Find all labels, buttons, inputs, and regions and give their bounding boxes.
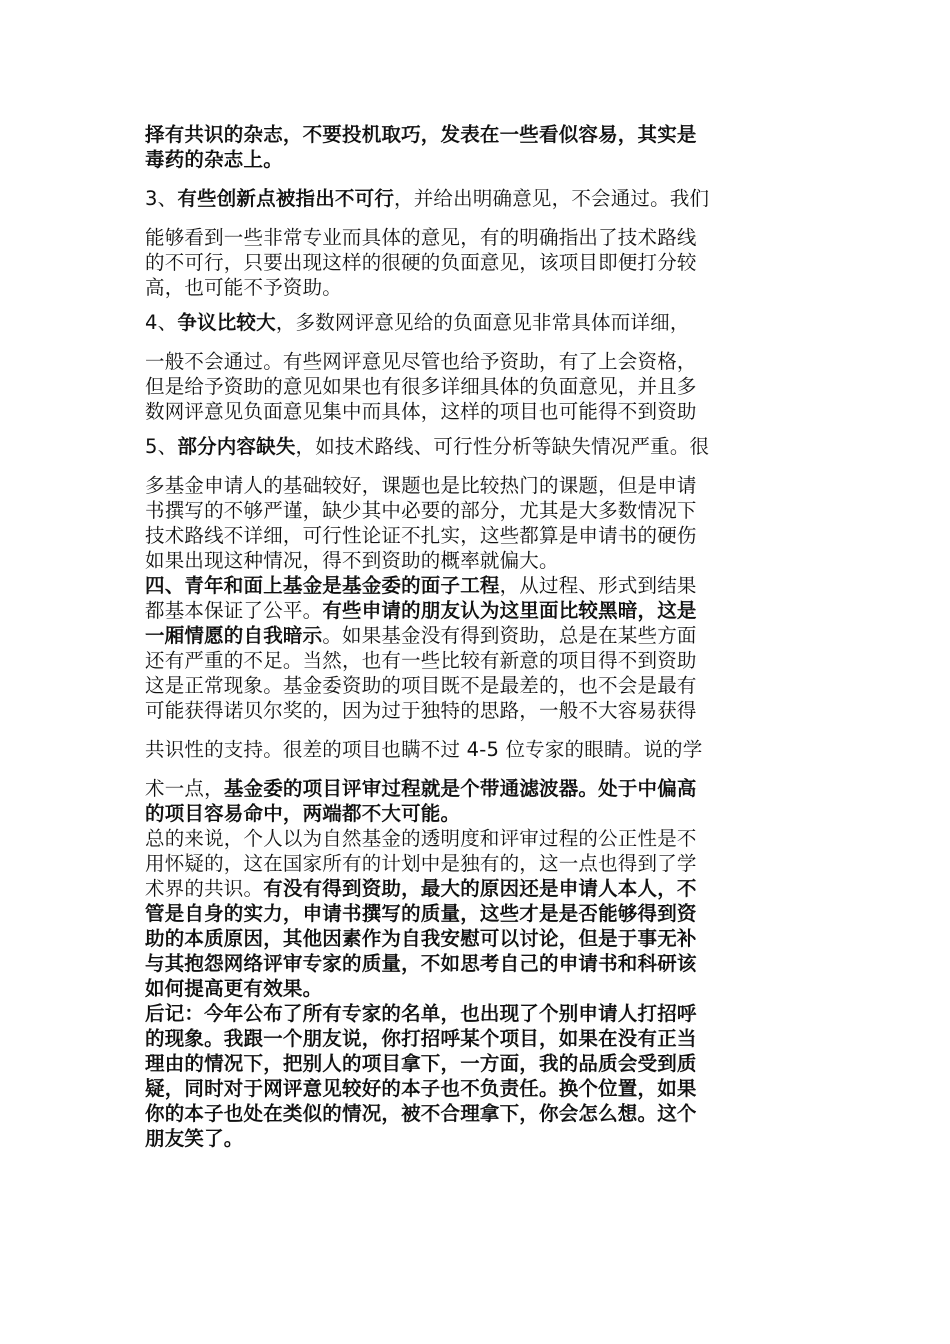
text-segment: 4-5	[466, 738, 500, 761]
text-line	[145, 399, 810, 424]
text-line	[145, 349, 810, 374]
text-segment: 都基本保证了公平。	[145, 599, 323, 622]
text-line	[145, 147, 810, 172]
text-segment: 高，也可能不予资助。	[145, 276, 343, 299]
text-line	[145, 548, 810, 573]
text-segment: 技术路线不详细，可行性论证不扎实，这些都算是申请书的硬伤	[145, 524, 697, 547]
text-segment: ，如技术路线、可行性分析等缺失情况严重。很	[295, 435, 710, 458]
document-body	[145, 122, 810, 1151]
text-segment: 位专家的眼睛。说的学	[499, 738, 703, 761]
text-line	[145, 473, 810, 498]
text-line	[145, 623, 810, 648]
text-line	[145, 573, 810, 598]
text-line	[145, 673, 810, 698]
text-segment: 共识性的支持。很差的项目也瞒不过	[145, 738, 467, 761]
text-segment: 5、	[145, 435, 178, 458]
text-segment: 这是正常现象。基金委资助的项目既不是最差的，也不会是最有	[145, 674, 697, 697]
text-segment: 一般不会通过。有些网评意见尽管也给予资助，有了上会资格，	[145, 350, 697, 373]
bold-text-segment: 一厢情愿的自我暗示	[145, 624, 323, 647]
text-line	[145, 1001, 810, 1026]
bold-text-segment: 有些申请的朋友认为这里面比较黑暗，这是	[322, 599, 697, 622]
text-segment: 书撰写的不够严谨，缺少其中必要的部分，尤其是大多数情况下	[145, 499, 697, 522]
text-line	[145, 826, 810, 851]
text-segment: 可能获得诺贝尔奖的，因为过于独特的思路，一般不大容易获得	[145, 699, 697, 722]
text-segment: 多基金申请人的基础较好，课题也是比较热门的课题，但是申请	[145, 474, 697, 497]
bold-text-segment: 你的本子也处在类似的情况，被不合理拿下，你会怎么想。这个	[145, 1102, 697, 1125]
text-segment: 术一点，	[145, 777, 224, 800]
bold-text-segment: 争议比较大	[177, 311, 276, 334]
text-line	[145, 122, 810, 147]
text-segment: 。如果基金没有得到资助，总是在某些方面	[322, 624, 697, 647]
text-line	[145, 801, 810, 826]
text-segment: 但是给予资助的意见如果也有很多详细具体的负面意见，并且多	[145, 375, 697, 398]
bold-text-segment: 有些创新点被指出不可行	[177, 187, 395, 210]
text-segment: 能够看到一些非常专业而具体的意见，有的明确指出了技术路线	[145, 226, 697, 249]
text-line	[145, 434, 810, 459]
bold-text-segment: 朋友笑了。	[145, 1127, 244, 1150]
text-segment: 还有严重的不足。当然，也有一些比较有新意的项目得不到资助	[145, 649, 697, 672]
text-line	[145, 851, 810, 876]
text-segment: 数网评意见负面意见集中而具体，这样的项目也可能得不到资助	[145, 400, 697, 423]
text-line	[145, 523, 810, 548]
bold-text-segment: 部分内容缺失	[177, 435, 296, 458]
text-line	[145, 225, 810, 250]
text-segment: 的不可行，只要出现这样的很硬的负面意见，该项目即便打分较	[145, 251, 697, 274]
text-line	[145, 648, 810, 673]
text-segment: ，多数网评意见给的负面意见非常具体而详细，	[275, 311, 690, 334]
text-line	[145, 275, 810, 300]
text-line	[145, 498, 810, 523]
text-line	[145, 1026, 810, 1051]
bold-text-segment: 后记：今年公布了所有专家的名单，也出现了个别申请人打招呼	[145, 1002, 697, 1025]
text-segment: ，从过程、形式到结果	[499, 574, 697, 597]
text-segment: 总的来说，个人以为自然基金的透明度和评审过程的公正性是不	[145, 827, 697, 850]
text-segment: ，并给出明确意见，不会通过。我们	[394, 187, 710, 210]
text-segment: 术界的共识。	[145, 877, 264, 900]
bold-text-segment: 的项目容易命中，两端都不大可能。	[145, 802, 461, 825]
bold-text-segment: 与其抱怨网络评审专家的质量，不如思考自己的申请书和科研该	[145, 952, 697, 975]
bold-text-segment: 疑，同时对于网评意见较好的本子也不负责任。换个位置，如果	[145, 1077, 697, 1100]
text-line	[145, 876, 810, 901]
bold-text-segment: 基金委的项目评审过程就是个带通滤波器。处于中偏高	[223, 777, 697, 800]
bold-text-segment: 助的本质原因，其他因素作为自我安慰可以讨论，但是于事无补	[145, 927, 697, 950]
text-line	[145, 951, 810, 976]
bold-text-segment: 择有共识的杂志，不要投机取巧，发表在一些看似容易，其实是	[145, 123, 697, 146]
text-line	[145, 901, 810, 926]
text-line	[145, 1051, 810, 1076]
text-line	[145, 250, 810, 275]
text-line	[145, 374, 810, 399]
text-segment: 用怀疑的，这在国家所有的计划中是独有的，这一点也得到了学	[145, 852, 697, 875]
bold-text-segment: 毒药的杂志上。	[145, 148, 283, 171]
bold-text-segment: 有没有得到资助，最大的原因还是申请人本人，不	[263, 877, 697, 900]
text-line	[145, 737, 810, 762]
text-line	[145, 776, 810, 801]
text-line	[145, 1101, 810, 1126]
bold-text-segment: 四、青年和面上基金是基金委的面子工程	[145, 574, 500, 597]
text-line	[145, 598, 810, 623]
text-line	[145, 976, 810, 1001]
bold-text-segment: 如何提高更有效果。	[145, 977, 323, 1000]
bold-text-segment: 的现象。我跟一个朋友说，你打招呼某个项目，如果在没有正当	[145, 1027, 697, 1050]
text-line	[145, 1076, 810, 1101]
text-line	[145, 186, 810, 211]
text-line	[145, 1126, 810, 1151]
text-segment: 如果出现这种情况，得不到资助的概率就偏大。	[145, 549, 559, 572]
text-line	[145, 310, 810, 335]
text-line	[145, 926, 810, 951]
text-segment: 3、	[145, 187, 178, 210]
bold-text-segment: 理由的情况下，把别人的项目拿下，一方面，我的品质会受到质	[145, 1052, 697, 1075]
text-line	[145, 698, 810, 723]
bold-text-segment: 管是自身的实力，申请书撰写的质量，这些才是是否能够得到资	[145, 902, 697, 925]
text-segment: 4、	[145, 311, 178, 334]
